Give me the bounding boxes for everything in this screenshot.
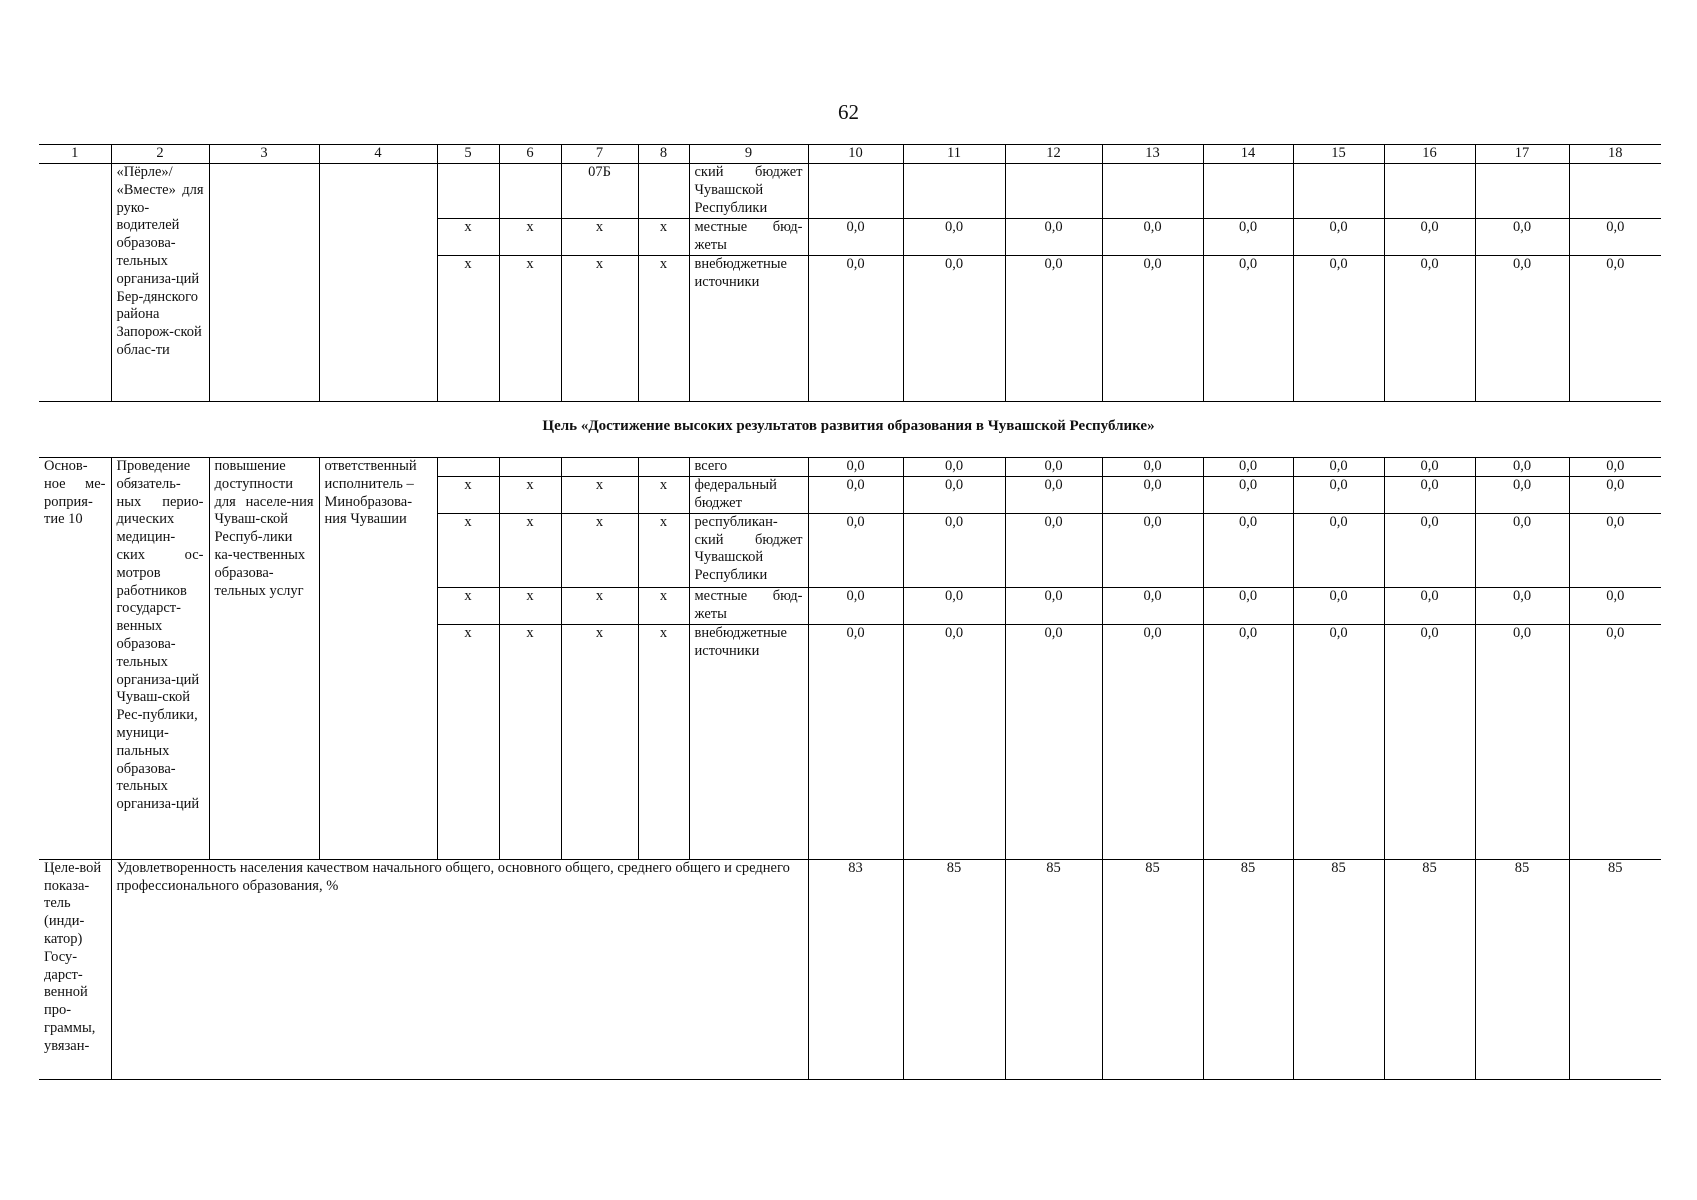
mark-cell: x	[499, 513, 561, 587]
col-num: 5	[437, 145, 499, 164]
mark-cell: x	[561, 587, 638, 624]
value-cell: 0,0	[1102, 624, 1203, 859]
value-cell: 0,0	[903, 219, 1005, 256]
value-cell: 0,0	[903, 458, 1005, 477]
col-num: 12	[1005, 145, 1102, 164]
indicator-value: 85	[1475, 859, 1569, 1079]
col-num: 1	[39, 145, 111, 164]
mark-cell: x	[638, 587, 689, 624]
value-cell: 0,0	[808, 513, 903, 587]
value-cell: 0,0	[1005, 587, 1102, 624]
program-table-bottom	[39, 457, 1661, 1080]
col-num: 7	[561, 145, 638, 164]
mark-cell: x	[499, 476, 561, 513]
value-cell: 0,0	[1293, 624, 1384, 859]
indicator-text: Удовлетворенность населения качеством начального общего, основного общего, среднего общего и среднего профессионального образования, %	[111, 859, 808, 1079]
value-cell: 0,0	[808, 624, 903, 859]
value-cell: 0,0	[1005, 513, 1102, 587]
value-cell: 0,0	[1203, 476, 1293, 513]
main-event-label: Основ-ное ме-роприя-тие 10	[39, 458, 111, 860]
value-cell: 0,0	[1293, 458, 1384, 477]
budget-source-cell: местные бюд-жеты	[689, 587, 808, 624]
mark-cell: x	[561, 219, 638, 256]
table-row	[39, 164, 1661, 219]
value-cell: 0,0	[1384, 476, 1475, 513]
column-number-header	[39, 145, 1661, 164]
col-num: 18	[1569, 145, 1661, 164]
empty-cell	[319, 164, 437, 402]
value-cell: 0,0	[1384, 587, 1475, 624]
mark-cell: x	[561, 476, 638, 513]
col-num: 8	[638, 145, 689, 164]
mark-cell	[638, 458, 689, 477]
value-cell: 0,0	[903, 587, 1005, 624]
value-cell: 0,0	[808, 587, 903, 624]
mark-cell: x	[437, 219, 499, 256]
code-cell: 07Б	[561, 164, 638, 219]
event-goal-cell: повышение доступности для населе-ния Чуваш-ской Респуб-лики ка-чественных образова-тельных услуг	[209, 458, 319, 860]
indicator-value: 85	[903, 859, 1005, 1079]
value-cell: 0,0	[1203, 219, 1293, 256]
value-cell: 0,0	[1203, 256, 1293, 402]
mark-cell: x	[561, 256, 638, 402]
mark-cell: x	[437, 624, 499, 859]
mark-cell: x	[561, 513, 638, 587]
col-num: 3	[209, 145, 319, 164]
indicator-value: 85	[1569, 859, 1661, 1079]
mark-cell: x	[499, 219, 561, 256]
value-cell: 0,0	[1005, 624, 1102, 859]
mark-cell: x	[499, 587, 561, 624]
value-cell: 0,0	[1203, 458, 1293, 477]
value-cell: 0,0	[1293, 476, 1384, 513]
value-cell: 0,0	[1569, 458, 1661, 477]
value-cell: 0,0	[808, 476, 903, 513]
value-cell: 0,0	[1293, 219, 1384, 256]
value-cell: 0,0	[1384, 458, 1475, 477]
mark-cell	[561, 458, 638, 477]
value-cell: 0,0	[1203, 513, 1293, 587]
value-cell: 0,0	[1293, 513, 1384, 587]
indicator-value: 85	[1384, 859, 1475, 1079]
col-num: 9	[689, 145, 808, 164]
mark-cell: x	[638, 476, 689, 513]
value-cell: 0,0	[1569, 219, 1661, 256]
mark-cell: x	[437, 587, 499, 624]
indicator-value: 85	[1293, 859, 1384, 1079]
value-cell: 0,0	[1005, 219, 1102, 256]
budget-source-cell: всего	[689, 458, 808, 477]
mark-cell: x	[437, 476, 499, 513]
value-cell: 0,0	[1384, 513, 1475, 587]
value-cell: 0,0	[1293, 256, 1384, 402]
mark-cell: x	[561, 624, 638, 859]
col-num: 13	[1102, 145, 1203, 164]
empty-cell	[39, 164, 111, 402]
empty-cell	[638, 164, 689, 219]
value-cell: 0,0	[1102, 587, 1203, 624]
value-cell: 0,0	[903, 256, 1005, 402]
indicator-row	[39, 859, 1661, 1079]
indicator-value: 85	[1005, 859, 1102, 1079]
value-cell: 0,0	[1569, 513, 1661, 587]
value-cell: 0,0	[1475, 219, 1569, 256]
value-cell: 0,0	[903, 624, 1005, 859]
mark-cell	[437, 458, 499, 477]
event-name-cell: «Пёрле»/ «Вместе» для руко-водителей образова-тельных организа-ций Бер-дянского района Запорож-ской облас-ти	[111, 164, 209, 402]
value-cell: 0,0	[1005, 256, 1102, 402]
mark-cell: x	[638, 219, 689, 256]
value-cell: 0,0	[1569, 587, 1661, 624]
indicator-value: 83	[808, 859, 903, 1079]
col-num: 2	[111, 145, 209, 164]
value-cell: 0,0	[1475, 256, 1569, 402]
value-cell: 0,0	[1293, 587, 1384, 624]
value-cell: 0,0	[1203, 587, 1293, 624]
value-cell: 0,0	[1475, 513, 1569, 587]
program-table-top	[39, 144, 1661, 402]
value-cell: 0,0	[903, 476, 1005, 513]
col-num: 11	[903, 145, 1005, 164]
table-row	[39, 458, 1661, 477]
value-cell: 0,0	[903, 513, 1005, 587]
page-number: 62	[838, 100, 859, 124]
value-cell: 0,0	[1384, 256, 1475, 402]
budget-source-cell: федеральный бюджет	[689, 476, 808, 513]
indicator-value: 85	[1102, 859, 1203, 1079]
value-cell: 0,0	[1203, 624, 1293, 859]
value-cell: 0,0	[1475, 587, 1569, 624]
value-cell: 0,0	[808, 256, 903, 402]
col-num: 4	[319, 145, 437, 164]
budget-source-cell: ский бюджет Чувашской Республики	[689, 164, 808, 219]
mark-cell: x	[499, 624, 561, 859]
value-cell: 0,0	[1102, 458, 1203, 477]
indicator-label: Целе-вой показа-тель (инди-катор) Госу-дарст-венной про-граммы, увязан-	[39, 859, 111, 1079]
col-num: 6	[499, 145, 561, 164]
value-cell: 0,0	[1384, 219, 1475, 256]
empty-cell	[437, 164, 499, 219]
value-cell: 0,0	[1569, 624, 1661, 859]
value-cell: 0,0	[1475, 476, 1569, 513]
value-cell: 0,0	[1102, 513, 1203, 587]
col-num: 10	[808, 145, 903, 164]
mark-cell: x	[499, 256, 561, 402]
budget-source-cell: республикан-ский бюджет Чувашской Республики	[689, 513, 808, 587]
budget-source-cell: местные бюд-жеты	[689, 219, 808, 256]
value-cell: 0,0	[1569, 476, 1661, 513]
mark-cell: x	[437, 513, 499, 587]
value-cell: 0,0	[1475, 458, 1569, 477]
value-cell: 0,0	[1102, 476, 1203, 513]
value-cell: 0,0	[1005, 458, 1102, 477]
mark-cell	[499, 458, 561, 477]
value-cell: 0,0	[1384, 624, 1475, 859]
empty-cell	[499, 164, 561, 219]
goal-title: Цель «Достижение высоких результатов развития образования в Чувашской Республике»	[542, 418, 1155, 434]
value-cell: 0,0	[1005, 476, 1102, 513]
value-cell: 0,0	[808, 458, 903, 477]
value-cell: 0,0	[1102, 219, 1203, 256]
value-cell: 0,0	[1569, 256, 1661, 402]
value-cell: 0,0	[1475, 624, 1569, 859]
value-cell: 0,0	[808, 219, 903, 256]
executor-cell: ответственный исполнитель – Минобразова-ния Чувашии	[319, 458, 437, 860]
empty-cell	[209, 164, 319, 402]
col-num: 17	[1475, 145, 1569, 164]
mark-cell: x	[638, 513, 689, 587]
mark-cell: x	[437, 256, 499, 402]
col-num: 15	[1293, 145, 1384, 164]
budget-source-cell: внебюджетные источники	[689, 624, 808, 859]
col-num: 16	[1384, 145, 1475, 164]
indicator-value: 85	[1203, 859, 1293, 1079]
event-name-cell: Проведение обязатель-ных перио-дических медицин-ских ос-мотров работников государст-венных образова-тельных организа-ций Чуваш-ской Рес-публики, муници-пальных образова-тельных организа-ций	[111, 458, 209, 860]
mark-cell: x	[638, 624, 689, 859]
col-num: 14	[1203, 145, 1293, 164]
mark-cell: x	[638, 256, 689, 402]
value-cell: 0,0	[1102, 256, 1203, 402]
budget-source-cell: внебюджетные источники	[689, 256, 808, 402]
